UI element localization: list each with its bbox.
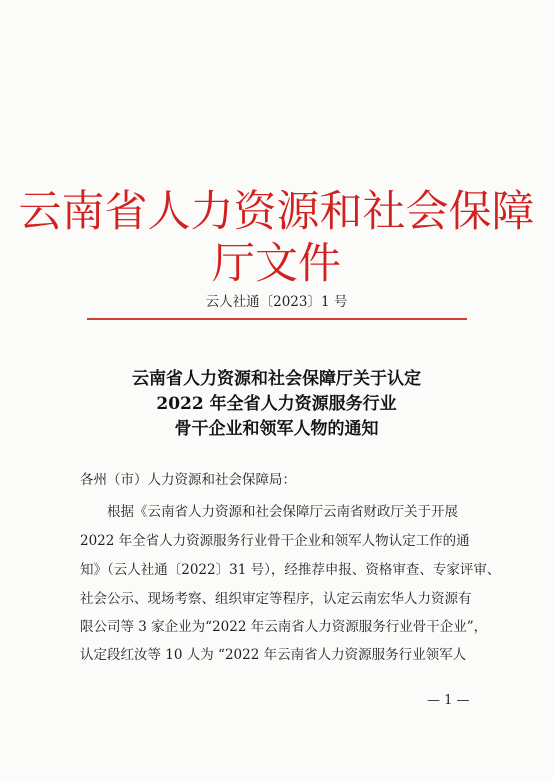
notice-title-line-1: 云南省人力资源和社会保障厅关于认定 (132, 369, 421, 389)
body-line-6: 认定段红汝等 10 人为 “2022 年云南省人力资源服务行业领军人 (80, 647, 467, 663)
notice-title-line-3: 骨干企业和领军人物的通知 (174, 419, 379, 439)
body-line-1: 根据《云南省人力资源和社会保障厅云南省财政厅关于开展 (107, 504, 458, 520)
addressee: 各州（市）人力资源和社会保障局： (80, 472, 296, 488)
body-line-2: 2022 年全省人力资源服务行业骨干企业和领军人物认定工作的通 (80, 533, 470, 549)
page-number: — 1 — (427, 693, 470, 708)
issuer-heading: 云南省人力资源和社会保障厅文件 (18, 187, 535, 289)
body-line-4: 社会公示、现场考察、组织审定等程序，认定云南宏华人力资源有 (80, 591, 472, 607)
body-line-5: 限公司等 3 家企业为“2022 年云南省人力资源服务行业骨干企业”， (80, 619, 488, 635)
body-line-3: 知》（云人社通〔2022〕31 号），经推荐申报、资格审查、专家评审、 (80, 562, 501, 578)
document-number: 云人社通〔2023〕1 号 (205, 294, 348, 310)
notice-title-line-2: 2022 年全省人力资源服务行业 (156, 394, 397, 414)
red-divider (87, 318, 467, 320)
